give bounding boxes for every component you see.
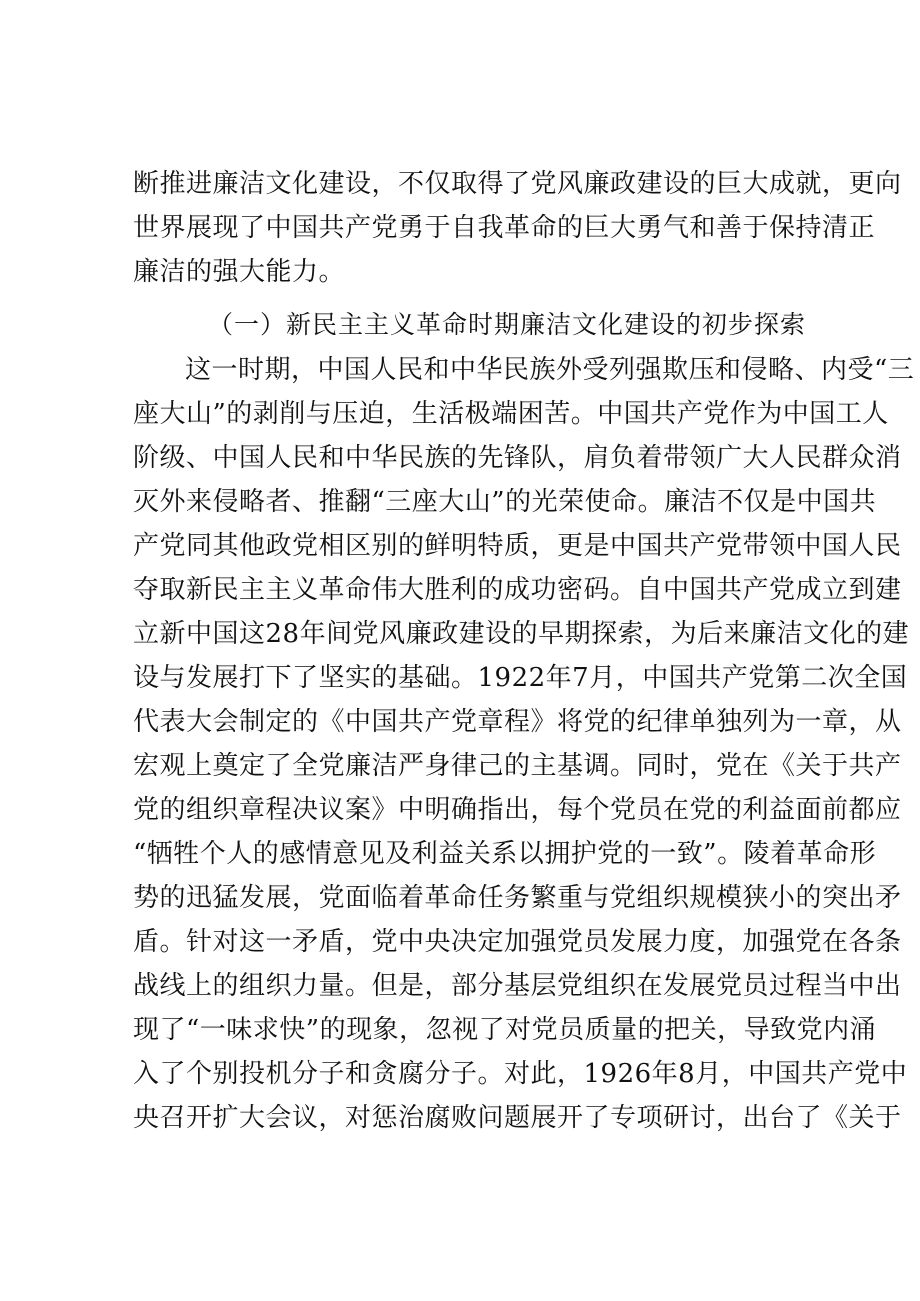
paragraph-line: 央召开扩大会议，对惩治腐败问题展开了专项研讨，出台了《关于	[133, 1103, 902, 1133]
paragraph-line: 产党同其他政党相区别的鲜明特质，更是中国共产党带领中国人民	[133, 531, 902, 561]
paragraph-line: 立新中国这28年间党风廉政建设的早期探索，为后来廉洁文化的建	[133, 619, 910, 649]
paragraph-line: 设与发展打下了坚实的基础。1922年7月，中国共产党第二次全国	[133, 663, 908, 693]
paragraph-line: 灭外来侵略者、推翻“三座大山”的光荣使命。廉洁不仅是中国共	[133, 487, 877, 517]
paragraph-line: 党的组织章程决议案》中明确指出，每个党员在党的利益面前都应	[133, 795, 902, 825]
paragraph-line: 现了“一味求快”的现象，忽视了对党员质量的把关，导致党内涌	[133, 1015, 877, 1045]
paragraph-line: 入了个别投机分子和贪腐分子。对此，1926年8月，中国共产党中	[133, 1059, 908, 1089]
paragraph-line: 断推进廉洁文化建设，不仅取得了党风廉政建设的巨大成就，更向	[133, 169, 902, 199]
paragraph-line: 座大山”的剥削与压迫，生活极端困苦。中国共产党作为中国工人	[133, 399, 889, 429]
paragraph-line: 代表大会制定的《中国共产党章程》将党的纪律单独列为一章，从	[133, 707, 902, 737]
paragraph-line: 夺取新民主主义革命伟大胜利的成功密码。自中国共产党成立到建	[133, 575, 902, 605]
paragraph-line: 世界展现了中国共产党勇于自我革命的巨大勇气和善于保持清正	[133, 213, 876, 243]
paragraph-line: 战线上的组织力量。但是，部分基层党组织在发展党员过程当中出	[133, 971, 902, 1001]
paragraph-line: 盾。针对这一矛盾，党中央决定加强党员发展力度，加强党在各条	[133, 927, 902, 957]
paragraph-line: 宏观上奠定了全党廉洁严身律己的主基调。同时，党在《关于共产	[133, 751, 902, 781]
paragraph-line: 这一时期，中国人民和中华民族外受列强欺压和侵略、内受“三	[185, 355, 915, 385]
paragraph-line: 势的迅猛发展，党面临着革命任务繁重与党组织规模狭小的突出矛	[133, 883, 902, 913]
paragraph-line: 阶级、中国人民和中华民族的先锋队，肩负着带领广大人民群众消	[133, 443, 902, 473]
section-heading: （一）新民主主义革命时期廉洁文化建设的初步探索	[208, 310, 807, 339]
paragraph-line: 廉洁的强大能力。	[133, 257, 346, 287]
paragraph-line: “牺牲个人的感情意见及利益关系以拥护党的一致”。陵着革命形	[133, 839, 877, 869]
